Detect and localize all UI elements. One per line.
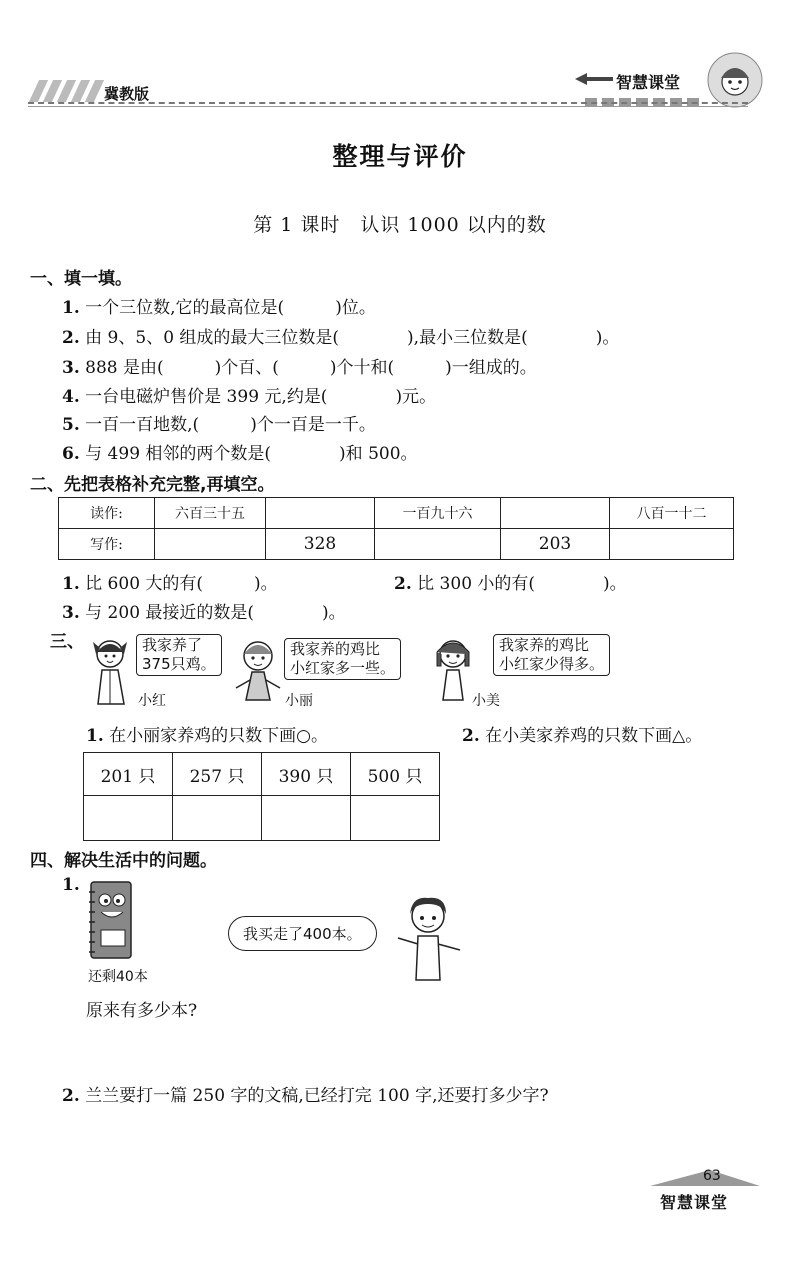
- table-cell: 203: [501, 529, 610, 560]
- s3-question-1: 1. 在小丽家养鸡的只数下画○。: [86, 726, 328, 746]
- girl-xiaohong-icon: [88, 634, 136, 706]
- table-cell: 328: [266, 529, 375, 560]
- s2-question-2: 2. 比 300 小的有( )。: [394, 574, 627, 594]
- table-row-write: [59, 529, 734, 560]
- header-divider: [28, 102, 748, 104]
- section3-heading: 三、: [50, 632, 84, 652]
- speech-bubble-xiaoli: 我家养的鸡比 小红家多一些。: [284, 638, 401, 680]
- name-xiaomei: 小美: [472, 693, 500, 709]
- table-cell: 八百一十二: [610, 498, 734, 529]
- s2-question-1: 1. 比 600 大的有( )。: [62, 574, 278, 594]
- table-cell: 读作:: [59, 498, 155, 529]
- header-divider-thin: [28, 106, 748, 107]
- table-cell-blank[interactable]: [266, 498, 375, 529]
- option-cell: 201 只: [84, 753, 173, 796]
- table-cell: 写作:: [59, 529, 155, 560]
- s4-problem-1-number: 1.: [62, 875, 80, 895]
- lesson-subtitle: 第 1 课时 认识 1000 以内的数: [253, 214, 547, 236]
- table-cell-blank[interactable]: [501, 498, 610, 529]
- table-cell-blank[interactable]: [155, 529, 266, 560]
- option-cell: 390 只: [262, 753, 351, 796]
- section4-heading: 四、解决生活中的问题。: [30, 851, 217, 871]
- s1-question-6: 6. 与 499 相邻的两个数是( )和 500。: [62, 444, 418, 464]
- option-cell: 500 只: [351, 753, 440, 796]
- speech-bubble-xiaomei: 我家养的鸡比 小红家少得多。: [493, 634, 610, 676]
- arrow-icon: [575, 72, 613, 86]
- header-brand: 智慧课堂: [616, 73, 681, 92]
- table-row: [84, 753, 440, 796]
- mascot-girl-icon: [705, 50, 765, 110]
- table-cell-blank[interactable]: [375, 529, 501, 560]
- header-stripes-decoration: [30, 80, 100, 102]
- page-number: 63: [703, 1168, 721, 1184]
- remaining-books-caption: 还剩40本: [88, 969, 148, 985]
- s1-question-3: 3. 888 是由( )个百、( )个十和( )一组成的。: [62, 358, 537, 378]
- name-xiaohong: 小红: [138, 693, 166, 709]
- page-title: 整理与评价: [332, 142, 468, 171]
- table-row-answer: [84, 796, 440, 841]
- table-cell-blank[interactable]: [610, 529, 734, 560]
- number-table: [58, 497, 734, 560]
- option-cell: 257 只: [173, 753, 262, 796]
- section1-heading: 一、填一填。: [30, 269, 132, 289]
- section2-heading: 二、先把表格补充完整,再填空。: [30, 475, 275, 495]
- girl-xiaoli-icon: [232, 636, 284, 706]
- girl-shopper-icon: [392, 892, 466, 984]
- answer-cell[interactable]: [84, 796, 173, 841]
- table-cell: 一百九十六: [375, 498, 501, 529]
- s1-question-5: 5. 一百一百地数,( )个一百是一千。: [62, 415, 376, 435]
- table-cell: 六百三十五: [155, 498, 266, 529]
- table-row-read: [59, 498, 734, 529]
- answer-cell[interactable]: [173, 796, 262, 841]
- footer-brand: 智慧课堂: [660, 1193, 729, 1212]
- chicken-options-table: [83, 752, 440, 841]
- s2-question-3: 3. 与 200 最接近的数是( )。: [62, 603, 346, 623]
- name-xiaoli: 小丽: [285, 693, 313, 709]
- s1-question-4: 4. 一台电磁炉售价是 399 元,约是( )元。: [62, 387, 437, 407]
- answer-cell[interactable]: [351, 796, 440, 841]
- edition-label: 冀教版: [104, 85, 150, 103]
- s4-problem-1-question: 原来有多少本?: [86, 1001, 198, 1021]
- answer-cell[interactable]: [262, 796, 351, 841]
- speech-bubble-xiaohong: 我家养了 375只鸡。: [136, 634, 222, 676]
- notebook-character-icon: [85, 878, 135, 964]
- speech-cloud: 我买走了400本。: [228, 916, 377, 951]
- s1-question-2: 2. 由 9、5、0 组成的最大三位数是( ),最小三位数是( )。: [62, 328, 620, 348]
- s1-question-1: 1. 一个三位数,它的最高位是( )位。: [62, 298, 376, 318]
- s3-question-2: 2. 在小美家养鸡的只数下画△。: [462, 726, 703, 746]
- s4-problem-2: 2. 兰兰要打一篇 250 字的文稿,已经打完 100 字,还要打多少字?: [62, 1086, 549, 1106]
